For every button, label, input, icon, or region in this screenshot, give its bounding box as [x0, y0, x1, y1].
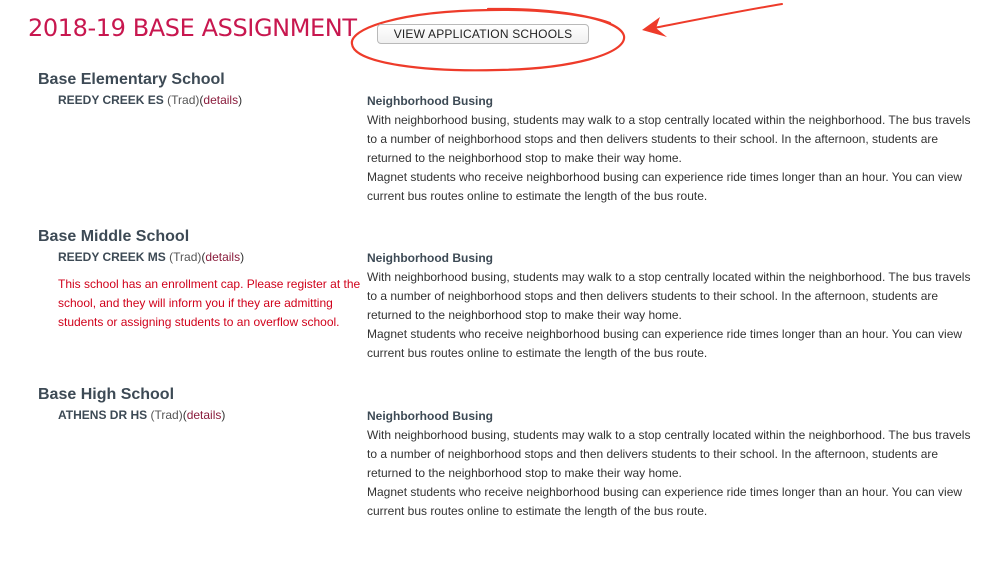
school-type: (Trad): [169, 250, 202, 264]
busing-title: Neighborhood Busing: [367, 251, 493, 265]
busing-title: Neighborhood Busing: [367, 94, 493, 108]
paren-open: (: [199, 93, 204, 107]
busing-paragraph: With neighborhood busing, students may walk to a stop centrally located within the neighborhood. The bus travels to a number of neighborhood stops and then delivers students to their school. In the afternoon, students are returned to the neighborhood stop to make their way home.: [367, 113, 971, 165]
arrow-annotation-icon: [620, 0, 790, 45]
paren-close: ): [221, 408, 226, 422]
school-line: [58, 250, 244, 264]
school-type: (Trad): [150, 408, 183, 422]
busing-info: [367, 407, 972, 521]
paren-close: ): [238, 93, 243, 107]
school-line: [58, 408, 225, 422]
enrollment-cap-notice: This school has an enrollment cap. Please register at the school, and they will inform you if they are admitting students or assigning students to an overflow school.: [58, 277, 361, 329]
school-name: ATHENS DR HS: [58, 408, 148, 422]
busing-paragraph: Magnet students who receive neighborhood busing can experience ride times longer than an hour. You can view current bus routes online to estimate the length of the bus route.: [367, 485, 963, 518]
busing-info: [367, 92, 972, 206]
busing-title: Neighborhood Busing: [367, 409, 493, 423]
paren-open: (: [201, 250, 206, 264]
view-application-schools-button[interactable]: VIEW APPLICATION SCHOOLS: [377, 24, 589, 44]
school-type: (Trad): [167, 93, 200, 107]
school-name: REEDY CREEK ES: [58, 93, 164, 107]
details-link[interactable]: details: [186, 408, 222, 422]
section-heading: Base Elementary School: [38, 71, 225, 88]
busing-paragraph: Magnet students who receive neighborhood busing can experience ride times longer than an hour. You can view current bus routes online to estimate the length of the bus route.: [367, 170, 963, 203]
busing-paragraph: Magnet students who receive neighborhood busing can experience ride times longer than an hour. You can view current bus routes online to estimate the length of the bus route.: [367, 327, 963, 360]
busing-paragraph: With neighborhood busing, students may walk to a stop centrally located within the neighborhood. The bus travels to a number of neighborhood stops and then delivers students to their school. In the afternoon, students are returned to the neighborhood stop to make their way home.: [367, 270, 971, 322]
section-heading: Base Middle School: [38, 228, 190, 245]
school-line: [58, 93, 242, 107]
page-title: 2018-19 BASE ASSIGNMENT: [28, 14, 357, 42]
details-link[interactable]: details: [203, 93, 239, 107]
section-heading: Base High School: [38, 386, 175, 403]
busing-info: [367, 249, 972, 363]
busing-paragraph: With neighborhood busing, students may walk to a stop centrally located within the neighborhood. The bus travels to a number of neighborhood stops and then delivers students to their school. In the afternoon, students are returned to the neighborhood stop to make their way home.: [367, 428, 971, 480]
paren-open: (: [182, 408, 187, 422]
school-name: REEDY CREEK MS: [58, 250, 166, 264]
paren-close: ): [240, 250, 245, 264]
details-link[interactable]: details: [205, 250, 241, 264]
